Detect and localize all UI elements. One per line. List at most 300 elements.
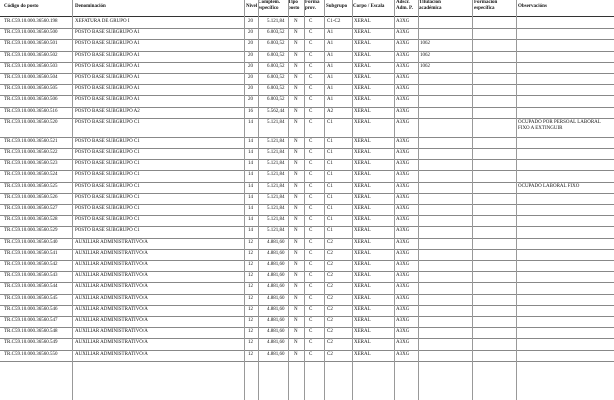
cell-adscr: A3XG [396, 340, 410, 346]
cell-subgrupo: C1 [327, 138, 333, 144]
cell-denominacion: POSTO BASE SUBGRUPO A1 [75, 86, 140, 92]
cell-tipo: N [294, 262, 298, 267]
cell-subgrupo: C2 [327, 306, 333, 312]
cell-nivel: 14 [248, 228, 253, 234]
table-row [0, 350, 614, 362]
cell-adscr: A3XG [396, 217, 410, 223]
cell-tipo: N [294, 119, 298, 125]
cell-codigo: TR.C59.10.000.36560.516 [4, 108, 58, 114]
cell-adscr: A3XG [396, 262, 410, 267]
header-formacion-line2: específica [474, 6, 495, 11]
cell-nivel: 14 [248, 172, 253, 178]
cell-complemento: 5.121,84 [267, 138, 285, 144]
cell-adscr: A3XG [396, 206, 410, 211]
header-denominacion: Denominación [75, 4, 106, 9]
cell-corpo: XERAL [354, 75, 371, 80]
cell-nivel: 12 [248, 250, 253, 256]
cell-subgrupo: A1 [327, 86, 334, 92]
cell-codigo: TR.C59.10.000.36560.506 [4, 97, 58, 103]
cell-subgrupo: C1 [327, 206, 333, 211]
cell-subgrupo: C2 [327, 250, 333, 256]
cell-codigo: TR.C59.10.000.36560.524 [4, 172, 58, 178]
cell-codigo: TR.C59.10.000.36560.527 [4, 206, 58, 211]
cell-nivel: 12 [248, 306, 253, 312]
column-divider [72, 0, 73, 400]
cell-tipo: N [294, 284, 298, 290]
cell-forma: C [309, 161, 313, 167]
header-titulacion-line1: Titulación [419, 0, 441, 5]
cell-denominacion: POSTO BASE SUBGRUPO A1 [75, 75, 140, 80]
cell-complemento: 5.121,84 [267, 183, 285, 189]
cell-denominacion: POSTO BASE SUBGRUPO C1 [75, 150, 140, 155]
header-titulacion [419, 0, 442, 12]
cell-subgrupo: C1-C2 [327, 19, 341, 24]
cell-corpo: XERAL [354, 108, 371, 114]
cell-denominacion: POSTO BASE SUBGRUPO C1 [75, 206, 140, 211]
cell-forma: C [309, 250, 313, 256]
cell-forma: C [309, 183, 313, 189]
cell-titulacion: 1062 [420, 52, 430, 58]
cell-adscr: A3XG [396, 318, 410, 323]
cell-adscr: A3XG [396, 250, 410, 256]
cell-codigo: TR.C59.10.000.36560.525 [4, 183, 58, 189]
cell-corpo: XERAL [354, 161, 371, 167]
cell-forma: C [309, 41, 313, 47]
cell-adscr: A3XG [396, 52, 410, 58]
cell-complemento: 5.121,84 [267, 206, 285, 211]
cell-adscr: A3XG [396, 161, 410, 167]
cell-denominacion: POSTO BASE SUBGRUPO A1 [75, 52, 140, 58]
cell-complemento: 4.881,60 [267, 273, 285, 279]
cell-denominacion: POSTO BASE SUBGRUPO C1 [75, 194, 140, 200]
cell-complemento: 4.881,60 [267, 295, 285, 301]
table-body [0, 17, 614, 400]
cell-subgrupo: C2 [327, 273, 333, 279]
cell-subgrupo: C1 [327, 183, 333, 189]
cell-tipo: N [294, 329, 298, 335]
cell-complemento: 4.881,60 [267, 262, 285, 267]
header-adscr [396, 0, 413, 12]
cell-nivel: 20 [248, 97, 253, 103]
cell-complemento: 5.121,84 [267, 217, 285, 223]
column-divider [472, 0, 473, 400]
cell-codigo: TR.C59.10.000.36560.546 [4, 306, 58, 312]
header-adscr-line1: Adscr. [396, 0, 410, 5]
cell-adscr: A3XG [396, 138, 410, 144]
cell-corpo: XERAL [354, 217, 371, 223]
cell-codigo: TR.C59.10.000.36560.548 [4, 329, 58, 335]
cell-forma: C [309, 75, 313, 80]
cell-codigo: TR.C59.10.000.36560.542 [4, 262, 58, 267]
cell-complemento: 5.121,84 [267, 161, 285, 167]
cell-nivel: 16 [248, 108, 253, 114]
cell-corpo: XERAL [354, 97, 371, 103]
cell-subgrupo: A1 [327, 63, 334, 69]
header-corpo: Corpo / Escala [353, 4, 385, 9]
cell-forma: C [309, 228, 313, 234]
cell-tipo: N [294, 150, 298, 155]
cell-complemento: 5.121,84 [267, 19, 285, 24]
cell-nivel: 14 [248, 206, 253, 211]
cell-tipo: N [294, 172, 298, 178]
cell-denominacion: AUXILIAR ADMINISTRATIVO/A [75, 340, 148, 346]
cell-complemento: 4.881,60 [267, 250, 285, 256]
cell-complemento: 4.881,60 [267, 239, 285, 245]
cell-tipo: N [294, 217, 298, 223]
cell-adscr: A3XG [396, 172, 410, 178]
cell-corpo: XERAL [354, 86, 371, 92]
cell-codigo: TR.C59.10.000.36560.529 [4, 228, 58, 234]
cell-nivel: 12 [248, 284, 253, 290]
cell-forma: C [309, 19, 313, 24]
cell-denominacion: POSTO BASE SUBGRUPO C1 [75, 217, 140, 223]
cell-nivel: 14 [248, 161, 253, 167]
header-complemento-line2: específico [258, 6, 279, 11]
header-tipo [288, 0, 299, 12]
cell-codigo: TR.C59.10.000.36560.541 [4, 250, 58, 256]
cell-adscr: A3XG [396, 183, 410, 189]
cell-forma: C [309, 217, 313, 223]
cell-nivel: 14 [248, 150, 253, 155]
cell-observaciones: OCUPADO POR PERSOAL LABORAL FIXO A EXTINGUIR [518, 119, 601, 131]
cell-denominacion: POSTO BASE SUBGRUPO C1 [75, 172, 140, 178]
header-observaciones: Observacións [518, 4, 547, 9]
cell-codigo: TR.C59.10.000.36560.501 [4, 41, 58, 47]
cell-forma: C [309, 108, 313, 114]
cell-complemento: 4.881,60 [267, 351, 285, 357]
header-formacion-line1: Formación [474, 0, 498, 5]
cell-codigo: TR.C59.10.000.36560.528 [4, 217, 58, 223]
header-tipo-line2: posto [288, 6, 300, 11]
cell-tipo: N [294, 41, 298, 47]
cell-subgrupo: C2 [327, 295, 333, 301]
cell-subgrupo: C1 [327, 161, 333, 167]
cell-adscr: A3XG [396, 194, 410, 200]
cell-tipo: N [294, 183, 298, 189]
header-tipo-line1: Tipo [288, 0, 298, 5]
cell-subgrupo: C2 [327, 262, 333, 267]
cell-adscr: A3XG [396, 75, 410, 80]
header-adscr-line2: Adm. P. [396, 6, 413, 11]
cell-forma: C [309, 284, 313, 290]
cell-tipo: N [294, 250, 298, 256]
cell-tipo: N [294, 97, 298, 103]
cell-adscr: A3XG [396, 273, 410, 279]
cell-corpo: XERAL [354, 262, 371, 267]
cell-adscr: A3XG [396, 329, 410, 335]
cell-forma: C [309, 329, 313, 335]
cell-codigo: TR.C59.10.000.36560.549 [4, 340, 58, 346]
cell-codigo: TR.C59.10.000.36560.544 [4, 284, 58, 290]
cell-nivel: 12 [248, 329, 253, 335]
cell-forma: C [309, 340, 313, 346]
cell-subgrupo: A2 [327, 108, 334, 114]
column-divider [394, 0, 395, 400]
cell-codigo: TR.C59.10.000.36560.550 [4, 351, 58, 357]
cell-complemento: 5.121,84 [267, 194, 285, 200]
header-titulacion-line2: académica [419, 6, 442, 11]
cell-complemento: 4.881,60 [267, 329, 285, 335]
cell-tipo: N [294, 340, 298, 346]
cell-corpo: XERAL [354, 340, 371, 346]
header-formacion [474, 0, 497, 12]
cell-complemento: 5.562,44 [267, 108, 285, 114]
cell-adscr: A3XG [396, 228, 410, 234]
cell-corpo: XERAL [354, 284, 371, 290]
cell-denominacion: POSTO BASE SUBGRUPO A2 [75, 108, 140, 114]
cell-denominacion: POSTO BASE SUBGRUPO C1 [75, 183, 140, 189]
cell-denominacion: AUXILIAR ADMINISTRATIVO/A [75, 295, 148, 301]
cell-codigo: TR.C59.10.000.36560.505 [4, 86, 58, 92]
cell-codigo: TR.C59.10.000.36560.547 [4, 318, 58, 323]
cell-forma: C [309, 295, 313, 301]
cell-titulacion: 1062 [420, 41, 430, 47]
cell-subgrupo: A1 [327, 97, 334, 103]
header-complemento [258, 0, 280, 12]
cell-corpo: XERAL [354, 63, 371, 69]
cell-tipo: N [294, 75, 298, 80]
cell-complemento: 5.121,84 [267, 228, 285, 234]
cell-forma: C [309, 138, 313, 144]
cell-corpo: XERAL [354, 239, 371, 245]
cell-forma: C [309, 52, 313, 58]
header-nivel: Nivel [246, 4, 258, 9]
cell-tipo: N [294, 318, 298, 323]
cell-complemento: 4.881,60 [267, 318, 285, 323]
cell-adscr: A3XG [396, 295, 410, 301]
cell-nivel: 14 [248, 183, 253, 189]
cell-forma: C [309, 239, 313, 245]
cell-denominacion: POSTO BASE SUBGRUPO C1 [75, 119, 140, 125]
cell-denominacion: AUXILIAR ADMINISTRATIVO/A [75, 284, 148, 290]
cell-corpo: XERAL [354, 172, 371, 178]
cell-forma: C [309, 86, 313, 92]
cell-subgrupo: C2 [327, 351, 333, 357]
cell-nivel: 12 [248, 262, 253, 267]
cell-forma: C [309, 30, 313, 36]
cell-subgrupo: C1 [327, 228, 333, 234]
cell-corpo: XERAL [354, 306, 371, 312]
cell-subgrupo: C1 [327, 172, 333, 178]
cell-denominacion: AUXILIAR ADMINISTRATIVO/A [75, 273, 148, 279]
cell-subgrupo: C2 [327, 284, 333, 290]
cell-corpo: XERAL [354, 183, 371, 189]
column-divider [288, 0, 289, 400]
cell-codigo: TR.C59.10.000.36560.502 [4, 52, 58, 58]
cell-nivel: 12 [248, 239, 253, 245]
cell-codigo: TR.C59.10.000.36560.504 [4, 75, 58, 80]
cell-forma: C [309, 172, 313, 178]
column-divider [304, 0, 305, 400]
cell-complemento: 4.881,60 [267, 340, 285, 346]
cell-codigo: TR.C59.10.000.36560.503 [4, 63, 58, 69]
cell-forma: C [309, 97, 313, 103]
table-row [0, 118, 614, 138]
header-subgrupo: Subgrupo [326, 4, 348, 9]
cell-adscr: A3XG [396, 150, 410, 155]
cell-corpo: XERAL [354, 194, 371, 200]
cell-corpo: XERAL [354, 150, 371, 155]
header-codigo: Código do posto [4, 4, 39, 9]
cell-forma: C [309, 150, 313, 155]
cell-tipo: N [294, 273, 298, 279]
cell-adscr: A3XG [396, 351, 410, 357]
cell-tipo: N [294, 161, 298, 167]
cell-subgrupo: C1 [327, 119, 333, 125]
cell-complemento: 6.003,52 [267, 86, 285, 92]
cell-tipo: N [294, 108, 298, 114]
cell-forma: C [309, 194, 313, 200]
cell-codigo: TR.C59.10.000.36560.520 [4, 119, 58, 125]
cell-complemento: 6.003,52 [267, 75, 285, 80]
cell-adscr: A3XG [396, 239, 410, 245]
cell-nivel: 12 [248, 295, 253, 301]
cell-denominacion: AUXILIAR ADMINISTRATIVO/A [75, 329, 148, 335]
cell-complemento: 6.003,52 [267, 41, 285, 47]
cell-corpo: XERAL [354, 41, 371, 47]
column-divider [258, 0, 259, 400]
cell-codigo: TR.C59.10.000.36560.522 [4, 150, 58, 155]
cell-nivel: 20 [248, 41, 253, 47]
cell-titulacion: 1062 [420, 63, 430, 69]
cell-denominacion: POSTO BASE SUBGRUPO A1 [75, 41, 140, 47]
cell-nivel: 12 [248, 340, 253, 346]
cell-nivel: 12 [248, 318, 253, 323]
cell-subgrupo: A1 [327, 30, 334, 36]
cell-forma: C [309, 63, 313, 69]
cell-corpo: XERAL [354, 250, 371, 256]
cell-adscr: A3XG [396, 41, 410, 47]
cell-tipo: N [294, 52, 298, 58]
cell-denominacion: POSTO BASE SUBGRUPO C1 [75, 228, 140, 234]
header-forma-line2: prov. [305, 6, 316, 11]
cell-codigo: TR.C59.10.000.36560.540 [4, 239, 58, 245]
column-divider [324, 0, 325, 400]
cell-denominacion: AUXILIAR ADMINISTRATIVO/A [75, 250, 148, 256]
cell-corpo: XERAL [354, 318, 371, 323]
cell-codigo: TR.C59.10.000.36560.543 [4, 273, 58, 279]
cell-complemento: 4.881,60 [267, 306, 285, 312]
cell-nivel: 12 [248, 273, 253, 279]
cell-subgrupo: A1 [327, 52, 334, 58]
cell-corpo: XERAL [354, 30, 371, 36]
cell-adscr: A3XG [396, 119, 410, 125]
cell-denominacion: AUXILIAR ADMINISTRATIVO/A [75, 306, 148, 312]
cell-observaciones: OCUPADO LABORAL FIXO [518, 183, 580, 189]
cell-corpo: XERAL [354, 138, 371, 144]
column-divider [418, 0, 419, 400]
cell-adscr: A3XG [396, 306, 410, 312]
cell-tipo: N [294, 138, 298, 144]
cell-complemento: 6.003,52 [267, 30, 285, 36]
cell-complemento: 4.881,60 [267, 284, 285, 290]
cell-subgrupo: C1 [327, 217, 333, 223]
cell-denominacion: AUXILIAR ADMINISTRATIVO/A [75, 262, 148, 267]
cell-complemento: 6.003,52 [267, 63, 285, 69]
table-header [0, 0, 614, 17]
cell-tipo: N [294, 228, 298, 234]
cell-adscr: A3XG [396, 63, 410, 69]
cell-adscr: A3XG [396, 284, 410, 290]
cell-codigo: TR.C59.10.000.36560.198 [4, 19, 58, 24]
cell-corpo: XERAL [354, 295, 371, 301]
column-divider [352, 0, 353, 400]
cell-forma: C [309, 119, 313, 125]
cell-nivel: 14 [248, 217, 253, 223]
cell-denominacion: POSTO BASE SUBGRUPO C1 [75, 161, 140, 167]
cell-subgrupo: C1 [327, 194, 333, 200]
cell-nivel: 20 [248, 86, 253, 92]
cell-tipo: N [294, 86, 298, 92]
cell-corpo: XERAL [354, 19, 371, 24]
cell-codigo: TR.C59.10.000.36560.526 [4, 194, 58, 200]
cell-denominacion: AUXILIAR ADMINISTRATIVO/A [75, 318, 148, 323]
cell-forma: C [309, 273, 313, 279]
cell-denominacion: XEFATURA DE GRUPO I [75, 19, 130, 24]
cell-corpo: XERAL [354, 206, 371, 211]
cell-corpo: XERAL [354, 351, 371, 357]
header-complemento-line1: Complem. [258, 0, 281, 5]
cell-nivel: 20 [248, 19, 253, 24]
cell-corpo: XERAL [354, 329, 371, 335]
cell-subgrupo: C2 [327, 329, 333, 335]
cell-subgrupo: C2 [327, 340, 333, 346]
cell-subgrupo: A1 [327, 75, 334, 80]
cell-forma: C [309, 351, 313, 357]
cell-complemento: 6.003,52 [267, 52, 285, 58]
cell-tipo: N [294, 351, 298, 357]
cell-denominacion: AUXILIAR ADMINISTRATIVO/A [75, 239, 148, 245]
cell-corpo: XERAL [354, 52, 371, 58]
cell-forma: C [309, 306, 313, 312]
cell-adscr: A3XG [396, 108, 410, 114]
cell-denominacion: AUXILIAR ADMINISTRATIVO/A [75, 351, 148, 357]
cell-adscr: A3XG [396, 19, 410, 24]
cell-subgrupo: C2 [327, 318, 333, 323]
cell-tipo: N [294, 194, 298, 200]
cell-complemento: 6.003,52 [267, 97, 285, 103]
cell-adscr: A3XG [396, 30, 410, 36]
cell-codigo: TR.C59.10.000.36560.521 [4, 138, 58, 144]
cell-nivel: 14 [248, 119, 253, 125]
cell-nivel: 20 [248, 75, 253, 80]
cell-denominacion: POSTO BASE SUBGRUPO A1 [75, 30, 140, 36]
cell-nivel: 14 [248, 138, 253, 144]
cell-corpo: XERAL [354, 228, 371, 234]
cell-tipo: N [294, 30, 298, 36]
cell-tipo: N [294, 63, 298, 69]
cell-tipo: N [294, 295, 298, 301]
cell-adscr: A3XG [396, 97, 410, 103]
cell-denominacion: POSTO BASE SUBGRUPO C1 [75, 138, 140, 144]
cell-nivel: 12 [248, 351, 253, 357]
cell-complemento: 5.121,84 [267, 150, 285, 155]
header-forma [305, 0, 319, 12]
cell-corpo: XERAL [354, 273, 371, 279]
cell-subgrupo: C1 [327, 150, 333, 155]
cell-complemento: 5.121,84 [267, 119, 285, 125]
cell-complemento: 5.121,84 [267, 172, 285, 178]
cell-adscr: A3XG [396, 86, 410, 92]
cell-forma: C [309, 262, 313, 267]
cell-tipo: N [294, 239, 298, 245]
cell-denominacion: POSTO BASE SUBGRUPO A1 [75, 63, 140, 69]
cell-tipo: N [294, 306, 298, 312]
cell-nivel: 20 [248, 30, 253, 36]
cell-corpo: XERAL [354, 119, 371, 125]
column-divider [516, 0, 517, 400]
cell-codigo: TR.C59.10.000.36560.545 [4, 295, 58, 301]
